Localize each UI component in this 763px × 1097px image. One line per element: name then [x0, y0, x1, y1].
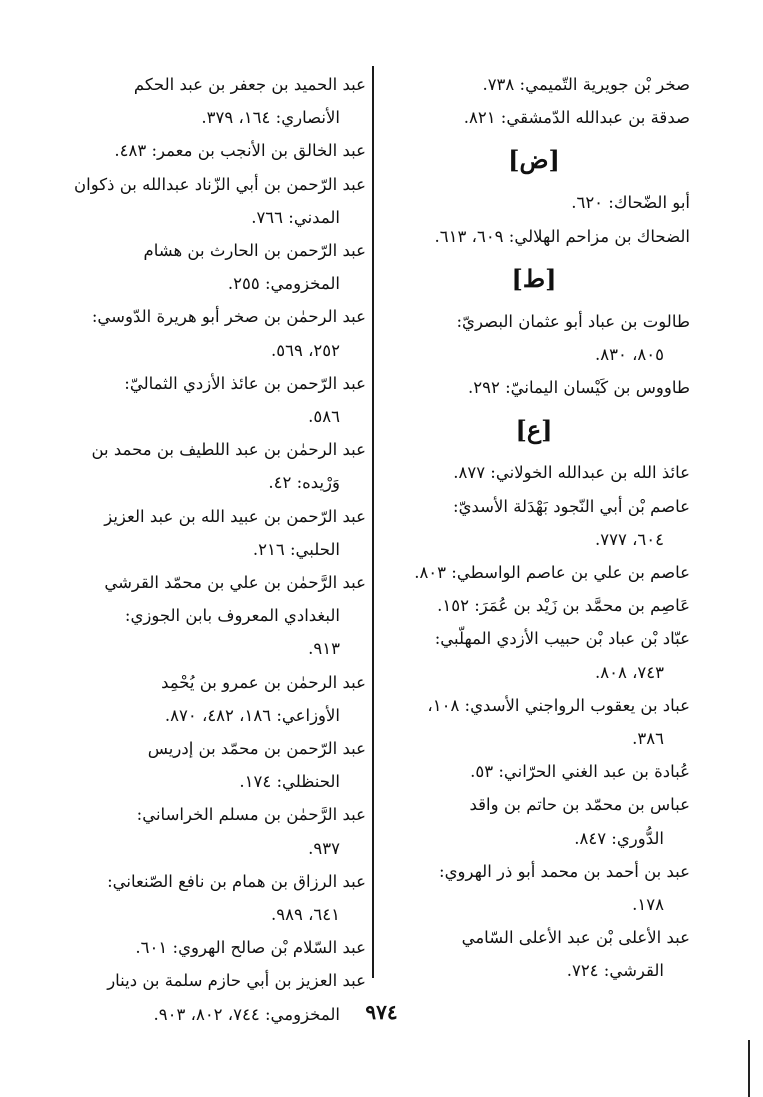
entry-name-line: عاصم بن علي بن عاصم الواسطي: ٨٠٣.: [414, 563, 690, 583]
entry-name-line: عبد الرحمٰن بن عبد اللطيف بن محمد بن: [91, 440, 366, 460]
entry-name-line: عبد الرحمٰن بن صخر أبو هريرة الدّوسي:: [91, 307, 366, 327]
index-entry: [378, 371, 690, 404]
index-entry: [70, 666, 366, 732]
index-entry: [378, 456, 690, 489]
section-letter-heading: [ض]: [508, 145, 560, 175]
index-entry: [70, 300, 366, 366]
entry-continuation-line: الأنصاري: ١٦٤، ٣٧٩.: [201, 108, 340, 128]
index-entry: [70, 234, 366, 300]
index-entry: [378, 220, 690, 253]
entry-name-line: الضحاك بن مزاحم الهلالي: ٦٠٩، ٦١٣.: [434, 226, 690, 246]
entry-continuation-line: البغدادي المعروف بابن الجوزي:: [124, 606, 340, 626]
entry-name-line: عباد بن يعقوب الرواجني الأسدي: ١٠٨،: [427, 695, 690, 715]
entry-continuation-line: ٦٤١، ٩٨٩.: [270, 905, 340, 925]
entry-continuation-line: ٣٨٦.: [632, 729, 664, 749]
entry-name-line: عبد الرّحمن بن عائذ الأزدي الثماليّ:: [124, 373, 366, 393]
entry-continuation-line: ٥٨٦.: [308, 407, 340, 427]
index-entry: [378, 186, 690, 219]
index-entry: [70, 500, 366, 566]
index-entry: [70, 68, 366, 134]
entry-name-line: عبد الرّحمن بن عبيد الله بن عبد العزيز: [104, 506, 366, 526]
entry-continuation-line: القرشي: ٧٢٤.: [566, 961, 664, 981]
index-entry: [70, 433, 366, 499]
index-entry: [70, 865, 366, 931]
index-entry: [70, 566, 366, 666]
entry-name-line: عبد الرحمٰن بن عمرو بن يُحْمِد: [161, 672, 366, 692]
entry-continuation-line: ٦٠٤، ٧٧٧.: [594, 529, 664, 549]
entry-continuation-line: وَرْيده: ٤٢.: [268, 473, 340, 493]
entry-continuation-line: ١٧٨.: [632, 895, 664, 915]
index-entry: [70, 134, 366, 167]
index-entry: [378, 921, 690, 987]
entry-continuation-line: ٩٣٧.: [308, 838, 340, 858]
entry-name-line: صدقة بن عبدالله الدّمشقي: ٨٢١.: [463, 108, 690, 128]
entry-name-line: عبد الرَّحمٰن بن علي بن محمّد القرشي: [104, 573, 366, 593]
entry-name-line: عبد الخالق بن الأنجب بن معمر: ٤٨٣.: [114, 141, 366, 161]
page-edge-line: [748, 1040, 750, 1097]
index-column-left: [70, 68, 366, 1031]
index-entry: [378, 490, 690, 556]
entry-name-line: عبد الأعلى بْن عبد الأعلى السّامي: [461, 928, 690, 948]
entry-continuation-line: ٢٥٢، ٥٦٩.: [270, 340, 340, 360]
section-letter-heading: [ع]: [515, 415, 553, 445]
index-entry: [70, 931, 366, 964]
entry-continuation-line: المدني: ٧٦٦.: [251, 207, 340, 227]
column-divider: [372, 66, 374, 978]
entry-name-line: عُبادة بن عبد الغني الحرّاني: ٥٣.: [470, 762, 690, 782]
entry-name-line: عبد السّلام بْن صالح الهروي: ٦٠١.: [135, 938, 366, 958]
entry-name-line: عَاصِم بن محمَّد بن زَيْد بن عُمَرَ: ١٥٢.: [437, 596, 690, 616]
index-entry: [378, 855, 690, 921]
entry-continuation-line: الأوزاعي: ١٨٦، ٤٨٢، ٨٧٠.: [164, 705, 340, 725]
entry-name-line: طاووس بن كَيْسان اليمانيّ: ٢٩٢.: [468, 378, 690, 398]
index-entry: [378, 589, 690, 622]
entry-continuation-line: المخزومي: ٧٤٤، ٨٠٢، ٩٠٣.: [153, 1004, 340, 1024]
entry-name-line: طالوت بن عباد أبو عثمان البصريّ:: [456, 311, 690, 331]
section-letter-heading: [ط]: [511, 263, 557, 293]
index-entry: [70, 732, 366, 798]
page-number: ٩٧٤: [365, 1000, 398, 1024]
index-entry: [70, 367, 366, 433]
entry-continuation-line: الدُّوري: ٨٤٧.: [574, 828, 664, 848]
entry-name-line: عبد الرّحمن بن أبي الزّناد عبدالله بن ذكوان: [74, 174, 366, 194]
entry-name-line: أبو الضّحاك: ٦٢٠.: [571, 193, 690, 213]
entry-continuation-line: الحلبي: ٢١٦.: [252, 539, 340, 559]
index-column-right: [378, 68, 690, 988]
entry-continuation-line: ٩١٣.: [308, 639, 340, 659]
index-entry: [378, 755, 690, 788]
entry-name-line: صخر بْن جويرية التّميمي: ٧٣٨.: [482, 75, 690, 94]
index-entry: [70, 798, 366, 864]
entry-continuation-line: المخزومي: ٢٥٥.: [227, 274, 340, 294]
index-entry: [378, 689, 690, 755]
entry-name-line: عائذ الله بن عبدالله الخولاني: ٨٧٧.: [453, 463, 690, 483]
index-entry: [378, 556, 690, 589]
entry-name-line: عبد بن أحمد بن محمد أبو ذر الهروي:: [439, 861, 690, 881]
entry-name-line: عبد الرّحمن بن محمّد بن إدريس: [147, 739, 366, 759]
entry-name-line: عبّاد بْن عباد بْن حبيب الأزدي المهلّبي:: [434, 629, 690, 649]
entry-name-line: عبد الحميد بن جعفر بن عبد الحكم: [133, 75, 366, 94]
index-entry: [378, 622, 690, 688]
entry-continuation-line: ٨٠٥، ٨٣٠.: [594, 345, 664, 365]
entry-name-line: عاصم بْن أبي النّجود بَهْدَلة الأسديّ:: [453, 496, 690, 516]
entry-name-line: عبد الرّحمن بن الحارث بن هشام: [143, 241, 366, 261]
entry-name-line: عبد العزيز بن أبي حازم سلمة بن دينار: [107, 971, 366, 991]
entry-name-line: عبد الرزاق بن همام بن نافع الصّنعاني:: [107, 871, 366, 891]
entry-continuation-line: ٧٤٣، ٨٠٨.: [594, 662, 664, 682]
index-entry: [378, 68, 690, 101]
entry-continuation-line: الحنظلي: ١٧٤.: [239, 772, 340, 792]
index-entry: [70, 168, 366, 234]
index-entry: [378, 305, 690, 371]
entry-name-line: عبد الرَّحمٰن بن مسلم الخراساني:: [136, 805, 366, 825]
index-entry: [378, 101, 690, 134]
index-entry: [378, 788, 690, 854]
entry-name-line: عباس بن محمّد بن حاتم بن واقد: [469, 795, 690, 815]
